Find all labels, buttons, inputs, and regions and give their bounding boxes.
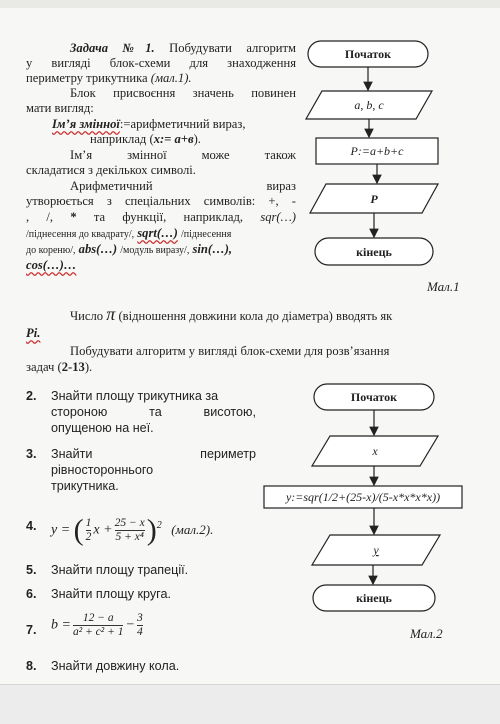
task1-line2: у вигляді блок-схеми для знаходження	[26, 56, 296, 70]
para3-line2: складатися з декількох символі.	[26, 163, 196, 177]
figure-caption-2: Мал.2	[410, 626, 443, 641]
figure-caption-1: Мал.1	[427, 279, 460, 294]
formula-y: y = ( $\frac{1}{2}$ x + $\frac{25 - x}{\text{5 + x⁴}}$ )$^2$ (мал.2).	[51, 513, 214, 547]
bottom-strip	[0, 684, 500, 724]
para5-line1: Побудувати алгоритм у вигляді блок-схеми для розв’язання	[70, 344, 390, 358]
para5-line2: задач (2-13).	[26, 360, 93, 374]
fc2-process-label: y:=sqr(1/2+(25-x)/(5-x*x*x*x))	[285, 490, 441, 504]
para4-line3: , /, * та функції, наприклад, sqr(…)	[26, 210, 296, 224]
assign-format: Ім’я змінної:=арифметичний вираз,	[52, 117, 246, 131]
para4-line5: до кореню/, abs(…) /модуль виразу/, sin(…),	[26, 242, 233, 256]
pi-name: Pi.	[26, 326, 41, 340]
pi-line: Число π (відношення довжини кола до діаметра) вводять як	[70, 304, 393, 324]
para3-line1: Ім’я змінної може також	[70, 148, 296, 162]
document-page: Задача №1. Побудувати алгоритм у вигляді блок-схеми для знаходження периметру трикутника (мал.1). Блок присвоєння значень повинен мати вигляд: Ім’я змінної:=арифметичний вираз, наприклад (x:= a+в). Ім’я змінної може також складатися з декількох символі. Арифметичний вираз утворюється з спеціальних символів: +, - , /, * та функції, наприклад, sqr(…) /піднесення до квадрату/, sqrt(…) /піднесення до кореню/, abs(…) /модуль виразу/, sin(…), cos(…)… Число π (відношення довжини кола до діаметра) вводять як Pi. Побудувати алгоритм у вигляді блок-схеми для розв’язання задач (2-13). 2. Знайти площу трикутника за стороною та висотою, опущеною на неї. 3. Знайти периметр рівностороннього трикутника. 4. y = ( $\frac{1}{2}$ x + $\frac{25 - x}{\text{5 + x⁴}}$ )$^2$ (мал.2). 5. Знайти площу трапеції. 6. Знайти площу круга. 7. b = $\frac{12 - a}{\text{a² + c² + 1}}$ − $\frac{3}{4}$ 8. Знайти довжину кола. Початок a, b, c P:=a+b+c P кінець Початок x y:=sqr(1/2+(25-x)/(5-x*x*x*x)) y кінець Мал.1 Мал.2	[0, 0, 500, 723]
assign-example: наприклад (x:= a+в).	[90, 132, 201, 146]
para4-line2: утворюється з спеціальних символів: +, -	[26, 194, 296, 208]
task-2: 2. Знайти площу трикутника за стороною та висотою, опущеною на неї.	[26, 389, 256, 435]
fc1-process-label: P:=a+b+c	[350, 144, 404, 158]
fc2-input-label: x	[372, 444, 378, 458]
task-7: 7. b = $\frac{12 - a}{\text{a² + c² + 1}}$ − $\frac{3}{4}$	[26, 612, 256, 652]
para2-line1: Блок присвоєння значень повинен	[70, 86, 296, 100]
fc2-output-label: y	[373, 543, 379, 557]
task-3: 3. Знайти периметр рівностороннього трикутника.	[26, 447, 256, 493]
fc1-end-label: кінець	[356, 245, 392, 259]
para4-line4: /піднесення до квадрату/, sqrt(…) /піднесення	[26, 226, 232, 240]
task1-line1: Задача №1. Побудувати алгоритм	[70, 41, 296, 55]
fc1-start-label: Початок	[344, 47, 392, 61]
fc2-end-label: кінець	[356, 591, 392, 605]
fc1-input-label: a, b, c	[354, 98, 384, 112]
task-4: 4. y = ( $\frac{1}{2}$ x + $\frac{25 - x}{\text{5 + x⁴}}$ )$^2$ (мал.2).	[26, 506, 256, 550]
task1-line3: периметру трикутника (мал.1).	[26, 71, 192, 85]
fc1-output-label: P	[370, 192, 378, 206]
fc2-start-label: Початок	[350, 390, 398, 404]
para4-line6: cos(…)…	[26, 258, 77, 272]
para2-line2: мати вигляд:	[26, 101, 94, 115]
para4-line1: Арифметичний вираз	[70, 179, 296, 193]
formula-b: b = $\frac{12 - a}{\text{a² + c² + 1}}$ − $\frac{3}{4}$	[51, 612, 143, 638]
